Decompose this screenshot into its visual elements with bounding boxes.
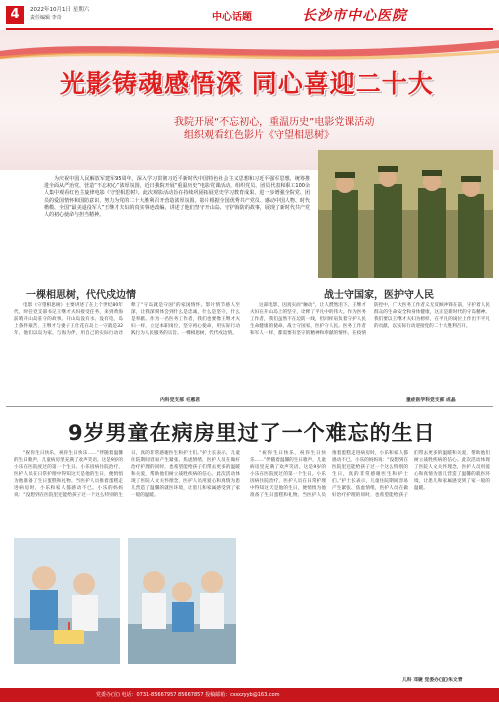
main-article-heading: 9岁男童在病房里过了一个难忘的生日 [68,421,436,445]
soldiers-photo [318,150,493,278]
page-header [0,0,499,30]
intro-text: 为庆祝中国人民解放军建军95周年，深入学习贯彻习近平新时代中国特色社会主义思想和习近平强军思想，统筹推进全面从严治党，营造“不忘初心”浓厚氛围，近日我院开展“重温历史”电影党课活动，组织党员、团员代表和职工100余人集中观看红色主旋律电影《守望相思树》。此次观影活动旨在持续巩固拓展党史学习教育成果，进一步增强全院党、团员的爱国情怀和国防意识，努力为党的二十大胜利召开营造浓厚氛围。影片根据全国优秀共产党员、感动中国人物、时代楷模、全国“最美退役军人”王继才夫妇的真实事迹改编，讲述了他们坚守开山岛、守护海防的故事，展现了新时代共产党人的初心使命与担当精神。 [44,176,310,219]
hero-banner [0,30,499,170]
right-article-heading: 战士守国家，医护守人民 [324,290,434,301]
page-footer: 党委办(宣) 电话：0731-85667957 85667857 投稿邮箱：cssxzyyb@163.com [0,688,499,702]
responsible-editor: 责任编辑 李奇 [30,15,62,21]
hero-subtitle: 我院开展“不忘初心，重温历史”电影党课活动 [174,117,375,128]
main-article-body-right: “祝你生日快乐，祝你生日快乐……”伴随着温馨的生日歌声，儿童病房里充满了欢声笑语。这是9岁的小乐在医院度过的第一个生日。小乐因病住院治疗，医护人员在日常护理中得知这天是他的生日，便悄悄为他准备了生日蛋糕和礼物。当医护人员推着蛋糕走进病房时，小乐和家人都感动不已。小乐的妈妈说：“没想到在医院里还能给孩子过一个这么特别的生日，真的非常感谢医生和护士们。”护士长表示，儿童住院期间容易产生紧张、焦虑情绪，医护人员在做好治疗护理的同时，也希望能给孩子们带去更多的温暖和关爱，帮助他们树立战胜疾病的信心。此次活动体现了医院人文关怀理念，医护人员用爱心和真情为患儿营造了温馨的就医环境，让患儿和家属感受到了家一般的温暖。 [250,451,490,498]
issue-date: 2022年10月1日 星期六 [30,7,90,13]
hero-subtitle-film: 组织观看红色影片《守望相思树》 [184,130,334,141]
left-article-signature: 内科党支部 毛惠君 [160,398,201,403]
left-article-heading: 一棵相思树，代代戍边情 [26,290,136,301]
red-ribbon-decoration [0,32,499,64]
intro-paragraph [44,176,310,219]
section-title: 中心话题 [212,12,252,23]
section-divider [6,406,493,407]
left-article-body: 电影《守望相思树》主要讲述了在上个世纪80年代，时任党支部书记王继才夫妇接受任务，来到黄海前哨开山岛驻守的故事。开山岛没有水、没有电，岛上条件艰苦，王继才与妻子王仕花在岛上一守就是32年，他们以岛为家、与海为伴，用自己的实际行动诠释了“守岛就是守国”的家国情怀。影片情节感人至深，让我深刻体会到什么是忠诚，什么是坚守，什么是奉献。作为一名医务工作者，我们也要像王继才夫妇一样，立足本职岗位，坚守初心使命，用实际行动践行为人民服务的宗旨。一棵相思树，代代戍边情。 [14,303,240,336]
newspaper-logo: 长沙市中心医院 [302,8,407,24]
page-number: 4 [6,6,24,24]
main-article-signature: 儿科 邓婕 党委办(宣)朱文青 [402,678,463,683]
right-article-signature: 重症医学科党支部 成晶 [406,398,456,403]
right-article-body: 这部电影，因真实而“触动”，让人潸然泪下。王继才夫妇在开山岛上的坚守，诠释了平凡中的伟大。作为医务工作者，我们虽然不在边防一线，但同样肩负着守护人民生命健康的使命。战士守国家，医护守人民。医务工作者和军人一样，都需要有坚守的精神和奉献的情怀。在疫情防控中，广大医务工作者义无反顾冲锋在前，守护着人民群众的生命安全和身体健康，这正是新时代的守岛精神。我们要以王继才夫妇为榜样，在平凡的岗位上作出不平凡的贡献，以实际行动迎接党的二十大胜利召开。 [250,303,490,336]
hero-title: 光影铸魂感悟深 同心喜迎二十大 [60,69,434,98]
birthday-celebration-photo [14,538,120,664]
child-with-nurses-photo [128,538,236,664]
main-article-body-left: “祝你生日快乐，祝你生日快乐……”伴随着温馨的生日歌声，儿童病房里充满了欢声笑语。这是9岁的小乐在医院度过的第一个生日。小乐因病住院治疗，医护人员在日常护理中得知这天是他的生日，便悄悄为他准备了生日蛋糕和礼物。当医护人员推着蛋糕走进病房时，小乐和家人都感动不已。小乐的妈妈说：“没想到在医院里还能给孩子过一个这么特别的生日，真的非常感谢医生和护士们。”护士长表示，儿童住院期间容易产生紧张、焦虑情绪，医护人员在做好治疗护理的同时，也希望能给孩子们带去更多的温暖和关爱，帮助他们树立战胜疾病的信心。此次活动体现了医院人文关怀理念，医护人员用爱心和真情为患儿营造了温馨的就医环境，让患儿和家属感受到了家一般的温暖。 [14,451,240,498]
